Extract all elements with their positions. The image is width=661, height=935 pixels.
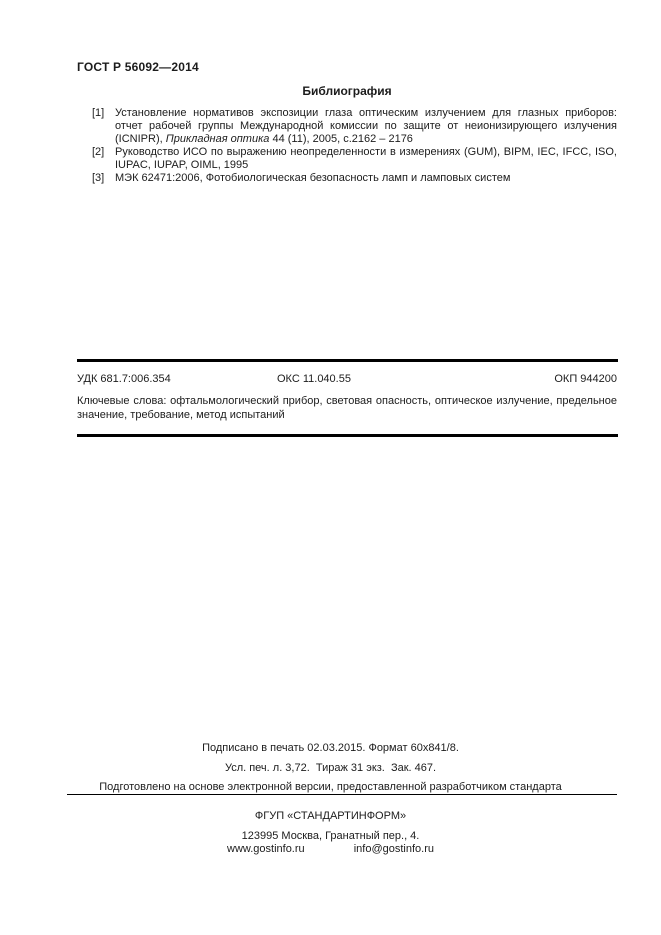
- publisher-website: www.gostinfo.ru: [227, 843, 305, 855]
- imprint-print-run: Усл. печ. л. 3,72. Тираж 31 экз. Зак. 467.: [224, 762, 437, 774]
- bibliography-list: [77, 107, 617, 185]
- bibliography-entry-3-text: МЭК 62471:2006, Фотобиологическая безопасность ламп и ламповых систем: [115, 172, 511, 184]
- bibliography-entry-1: [77, 107, 617, 146]
- separator-rule-top: [77, 359, 618, 362]
- udk-code: УДК 681.7:006.354: [77, 373, 171, 385]
- imprint-print-date-format: Подписано в печать 02.03.2015. Формат 60х841/8.: [202, 742, 459, 754]
- bibliography-entry-1-pages: 44 (11), 2005, с.2162 – 2176: [272, 133, 413, 145]
- separator-rule-bottom: [77, 434, 618, 437]
- imprint-separator-rule: [67, 794, 617, 795]
- bibliography-entry-3-number: [3]: [92, 172, 105, 184]
- okp-code: ОКП 944200: [554, 373, 617, 385]
- keywords-paragraph: Ключевые слова: офтальмологический прибор, световая опасность, оптическое излучение, предельное значение, требование, метод испытаний: [77, 395, 617, 421]
- bibliography-entry-3: [77, 172, 617, 185]
- classification-codes-row: [77, 371, 617, 386]
- bibliography-entry-2: [77, 146, 617, 172]
- standard-number: ГОСТ Р 56092—2014: [77, 60, 199, 74]
- imprint-source-note: Подготовлено на основе электронной версии, предоставленной разработчиком стандарта: [99, 781, 562, 793]
- bibliography-entry-1-journal: Прикладная оптика: [165, 133, 270, 145]
- bibliography-entry-2-text: Руководство ИСО по выражению неопределенности в измерениях (GUM), BIPM, IEC, IFCC, ISO, IUPAC, IUPAP, OIML, 1995: [115, 146, 617, 171]
- bibliography-heading: Библиография: [302, 84, 392, 98]
- publisher-address: 123995 Москва, Гранатный пер., 4.: [241, 830, 420, 842]
- bibliography-entry-2-number: [2]: [92, 146, 105, 158]
- oks-code: ОКС 11.040.55: [277, 373, 351, 385]
- publisher-name: ФГУП «СТАНДАРТИНФОРМ»: [254, 810, 407, 822]
- publisher-contacts: [0, 843, 661, 855]
- bibliography-entry-1-text: Установление нормативов экспозиции глаза оптическим излучением для глазных приборов: отчет рабочей группы Международной комиссии по защите от неионизирующего излучения (ICNIPR),: [115, 107, 617, 145]
- bibliography-entry-1-number: [1]: [92, 107, 105, 119]
- publisher-email: info@gostinfo.ru: [353, 843, 434, 855]
